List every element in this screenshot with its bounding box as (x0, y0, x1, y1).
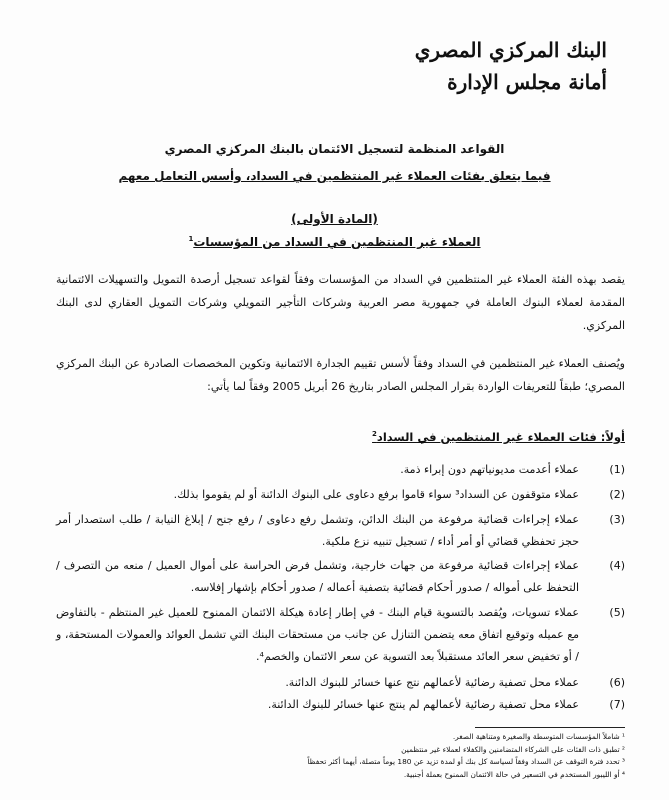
list-item-text: عملاء متوقفون عن السداد³ سواء قاموا برفع دعاوى على البنوك الدائنة أو لم يقوموا بذلك. (173, 488, 579, 501)
section-heading-footnote-mark: 2 (372, 430, 377, 439)
list-item-number: (3) (609, 513, 625, 526)
list-item-text: عملاء تسويات، ويُقصد بالتسوية قيام البنك - في إطار إعادة هيكلة الائتمان الممنوح للعميل غير المنتظم - بالتفاوض مع عميله وتوقيع اتفاق معه يتضمن التنازل عن جانب من مستحقات البنك التي تشمل العوائد والعمولات المستحقة، و / أو تخفيض سعر العائد مستقبلاً بعد التسوية عن سعر الائتمان والخصم⁴. (56, 606, 579, 663)
document-title: القواعد المنظمة لتسجيل الائتمان بالبنك المركزي المصري (164, 142, 505, 156)
list-item-number: (1) (609, 463, 625, 476)
list-item (56, 694, 625, 716)
footnotes (40, 731, 625, 781)
list-item (56, 555, 625, 599)
list-item-number: (2) (609, 488, 625, 501)
section-heading (372, 430, 625, 444)
letterhead-department: أمانة مجلس الإدارة (447, 70, 607, 94)
list-item-number: (7) (609, 698, 625, 711)
document-subtitle: فيما يتعلق بفئات العملاء غير المنتظمين في السداد، وأسس التعامل معهم (118, 169, 551, 183)
list-item (56, 484, 625, 506)
list-item-text: عملاء محل تصفية رضائية لأعمالهم نتج عنها خسائر للبنوك الدائنة. (285, 676, 579, 689)
footnote-4: ⁴ أو الليبور المستخدم في التسعير في حالة الائتمان الممنوح بعملة أجنبية. (403, 769, 625, 779)
list-item-text: عملاء إجراءات قضائية مرفوعة من جهات خارجية، وتشمل فرض الحراسة على أموال العميل / منعه من التصرف / التحفظ على أمواله / صدور أحكام قضائية بتصفية أعماله / صدور أحكام بإشهار إفلاسه. (56, 559, 579, 594)
footnote-2: ² تطبق ذات الفئات على الشركاء المتضامنين والكفلاء لعملاء غير منتظمين (401, 744, 625, 754)
paragraph-definition: يقصد بهذه الفئة العملاء غير المنتظمين في السداد من المؤسسات وفقاً لقواعد تسجيل أرصدة التمويل والتسهيلات الائتمانية المقدمة لعملاء البنوك العاملة في جمهورية مصر العربية وشركات التأجير التمويلي وشركات التمويل العقاري لدى البنك المركزي. (56, 273, 625, 332)
article-label: (المادة الأولى) (291, 212, 378, 226)
footnote-1: ¹ شاملاً المؤسسات المتوسطة والصغيرة ومتناهية الصغر. (452, 732, 625, 741)
section-heading-text: أولاً: فئات العملاء غير المنتظمين في السداد (376, 430, 625, 444)
list-item-text: عملاء محل تصفية رضائية لأعمالهم لم ينتج عنها خسائر للبنوك الدائنة. (267, 698, 579, 711)
list-item-text: عملاء أعدمت مديونياتهم دون إبراء ذمة. (400, 463, 579, 476)
footnote-3: ³ تحدد فترة التوقف عن السداد وفقاً لسياسة كل بنك أو لمدة تزيد عن 180 يوماً متصلة، أيهما أكثر تحفظاً (307, 757, 625, 766)
list-item (56, 459, 625, 481)
footnote-separator (475, 727, 625, 728)
paragraph-classification: ويُصنف العملاء غير المنتظمين في السداد وفقاً لأسس تقييم الجدارة الائتمانية وتكوين المخصصات الصادرة عن البنك المركزي المصري؛ طبقاً للتعريفات الواردة بقرار المجلس الصادر بتاريخ 26 أبريل 2005 وفقاً لما يأتي: (56, 357, 625, 393)
article-heading (0, 235, 669, 249)
list-item-number: (4) (609, 559, 625, 572)
list-item-number: (5) (609, 606, 625, 619)
list-item-text: عملاء إجراءات قضائية مرفوعة من البنك الدائن، وتشمل رفع دعاوى / رفع جنح / إبلاغ النيابة / طلب استصدار أمر حجز تحفظي قضائي أو أمر أداء / تسجيل تنبيه نزع ملكية. (56, 513, 579, 548)
article-heading-footnote-mark: 1 (188, 235, 194, 243)
list-item-number: (6) (609, 676, 625, 689)
list-item (56, 672, 625, 694)
list-item (56, 602, 625, 668)
letterhead-organization: البنك المركزي المصري (414, 38, 607, 62)
article-heading-text: العملاء غير المنتظمين في السداد من المؤسسات (193, 235, 481, 249)
list-item (56, 509, 625, 553)
